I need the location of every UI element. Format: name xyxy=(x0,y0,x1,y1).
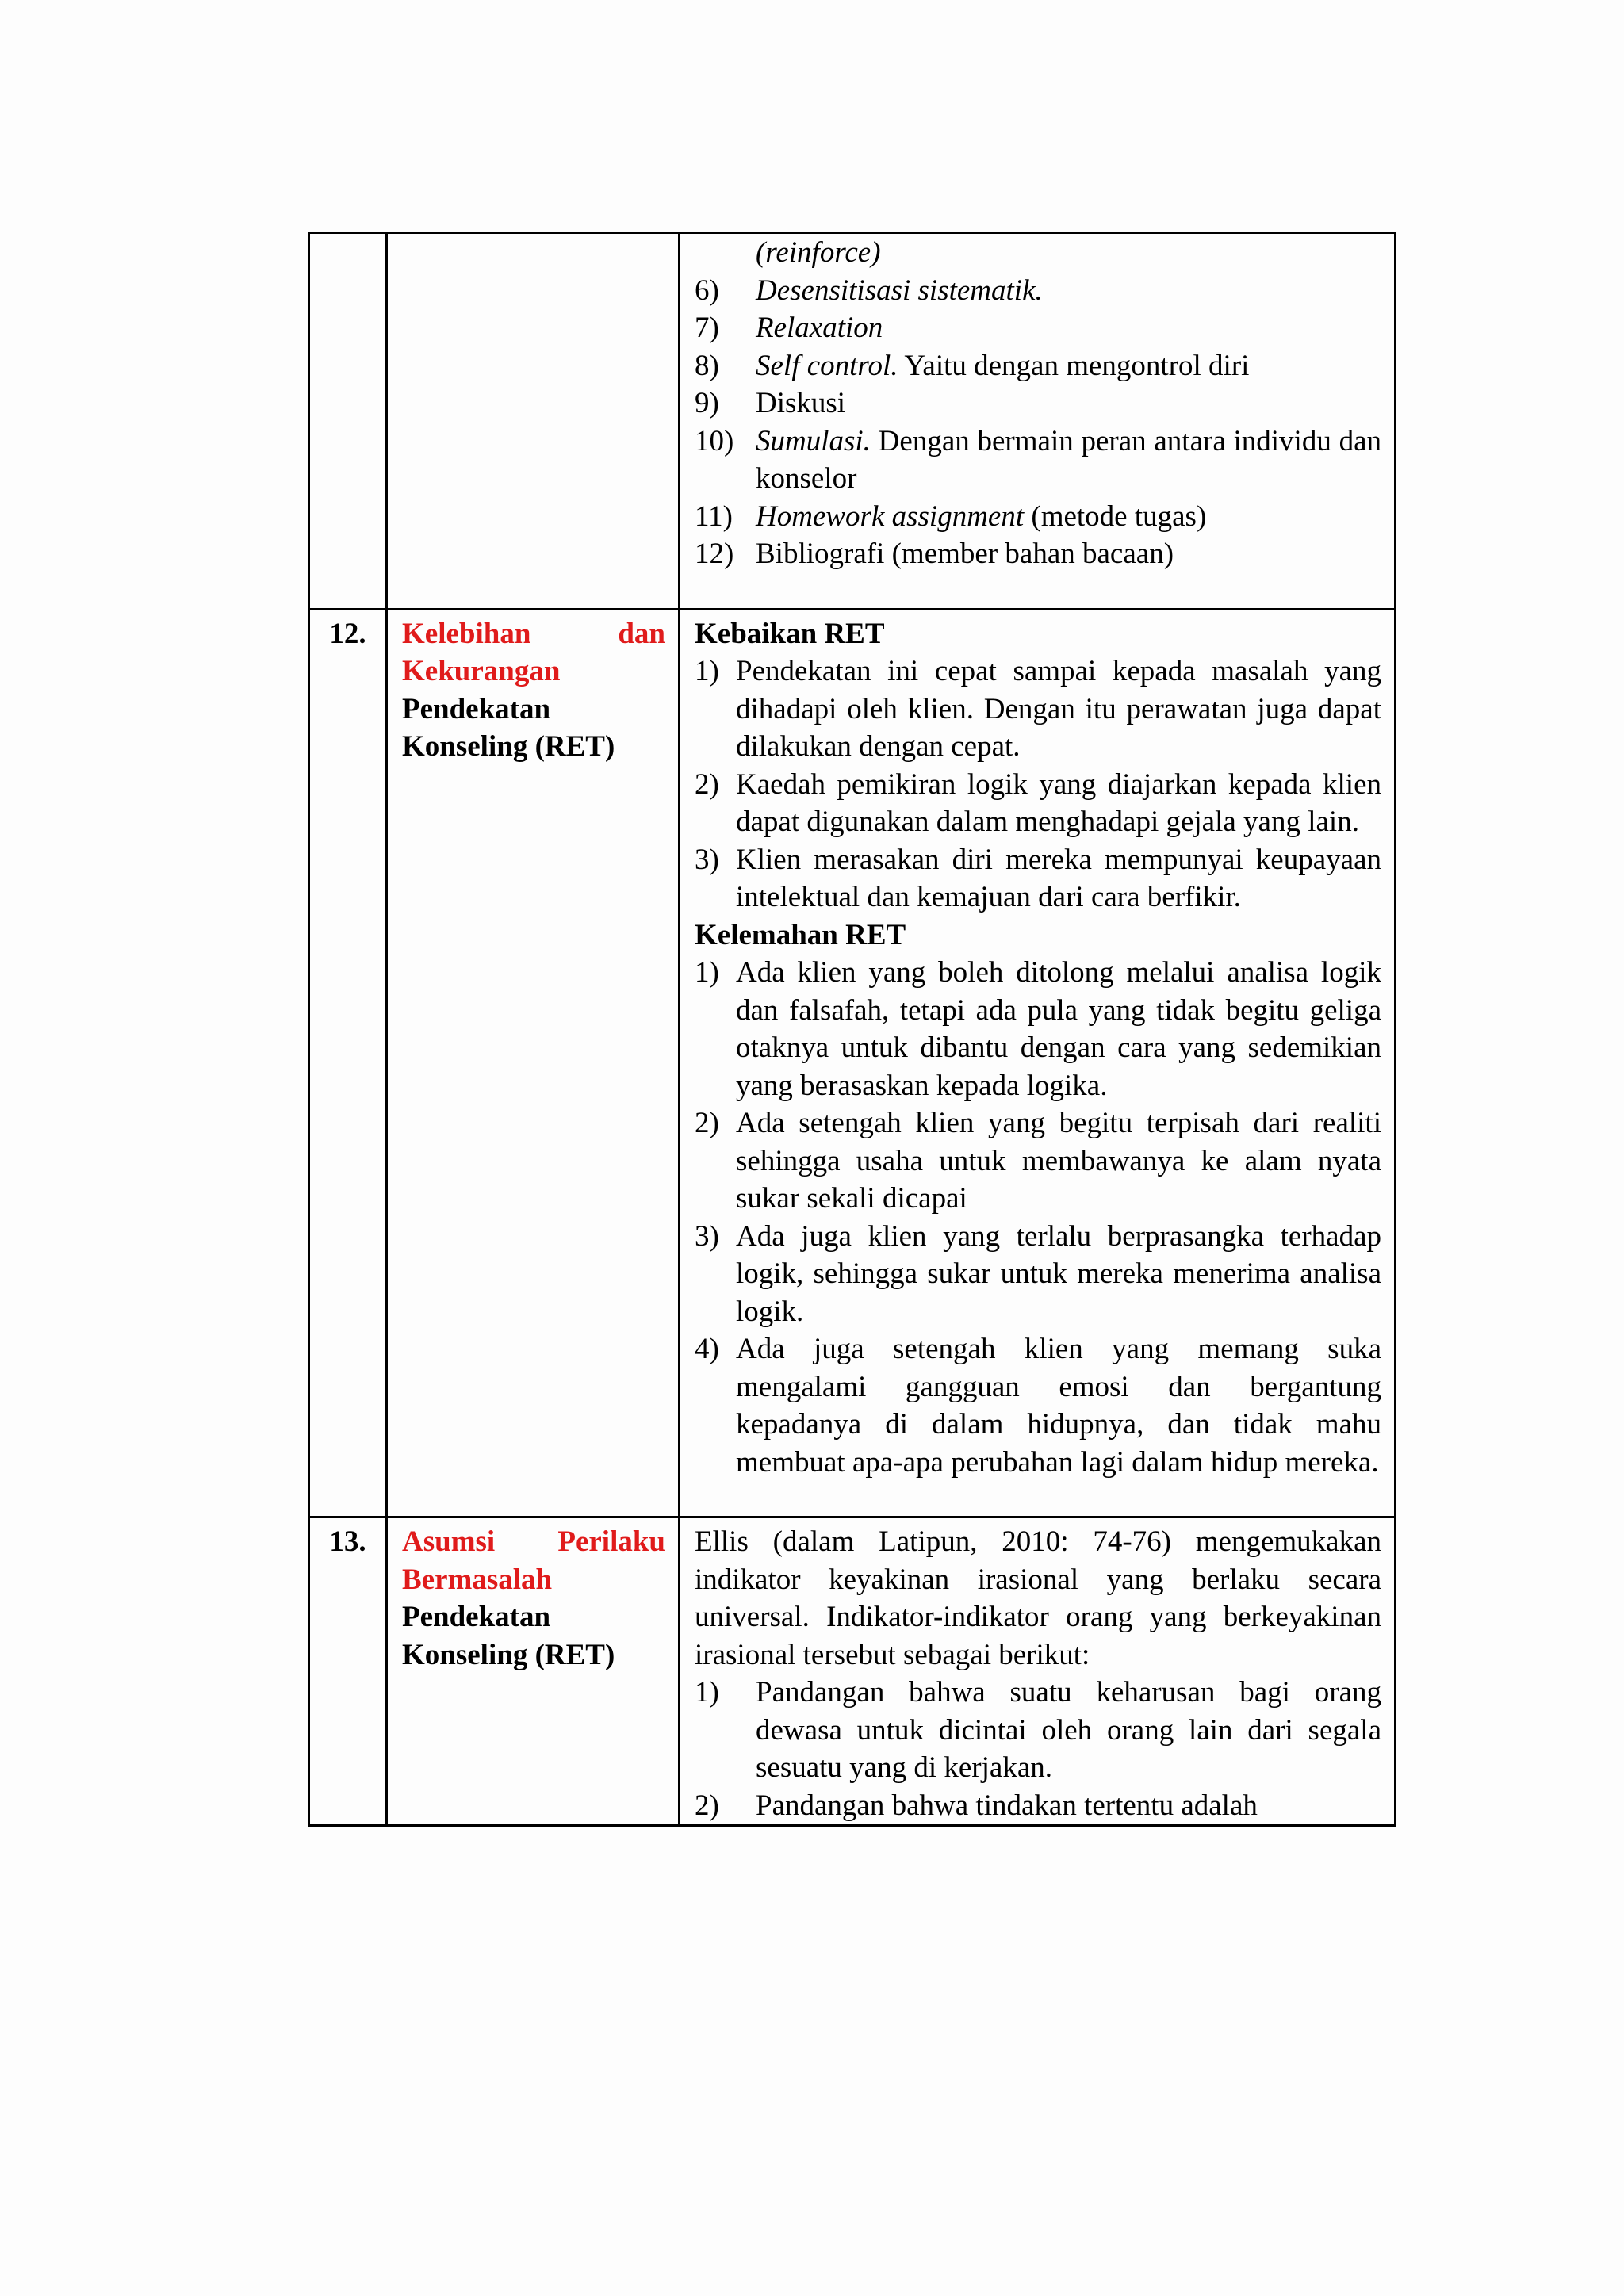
title-line-3: Pendekatan xyxy=(402,692,551,725)
list-number: 11) xyxy=(695,499,733,533)
list-text: Sumulasi. Dengan bermain peran antara individu dan konselor xyxy=(756,424,1381,495)
list-item xyxy=(695,1787,1381,1825)
list-item xyxy=(695,535,1381,573)
row-content xyxy=(680,609,1396,1517)
content-table xyxy=(308,232,1396,1827)
list-item xyxy=(695,309,1381,347)
list-number: 7) xyxy=(695,312,719,344)
list-text: Kaedah pemikiran logik yang diajarkan kepada klien dapat digunakan dalam menghadapi gejala yang lain. xyxy=(736,767,1381,838)
row-number: 12. xyxy=(309,609,387,1517)
list-number: 2) xyxy=(695,767,719,801)
intro-paragraph: Ellis (dalam Latipun, 2010: 74-76) mengemukakan indikator keyakinan irasional yang berlaku secara universal. Indikator-indikator orang yang berkeyakinan irasional tersebut sebagai berikut: xyxy=(695,1525,1381,1671)
kebaikan-list xyxy=(695,652,1381,916)
list-text: Ada setengah klien yang begitu terpisah dari realiti sehingga usaha untuk membawanya ke alam nyata sukar sekali dicapai xyxy=(736,1107,1381,1215)
list-text: Pandangan bahwa tindakan tertentu adalah xyxy=(756,1789,1258,1822)
list-item xyxy=(695,1674,1381,1787)
title-line-3: Pendekatan xyxy=(402,1601,551,1633)
table-row-continuation xyxy=(309,233,1396,610)
row-content-cell xyxy=(680,233,1396,610)
continued-text: (reinforce) xyxy=(756,236,881,269)
row-content xyxy=(680,1517,1396,1826)
list-number: 1) xyxy=(695,1676,719,1709)
kebaikan-heading: Kebaikan RET xyxy=(695,617,885,650)
list-number: 8) xyxy=(695,349,719,382)
list-text: Ada klien yang boleh ditolong melalui analisa logik dan falsafah, tetapi ada pula yang tidak begitu geliga otaknya untuk dibantu dengan cara yang sedemikian yang berasaskan kepada logika. xyxy=(736,956,1381,1102)
kelemahan-heading: Kelemahan RET xyxy=(695,918,906,951)
technique-list xyxy=(695,272,1381,573)
irrational-belief-list xyxy=(695,1674,1381,1824)
row-number: 13. xyxy=(309,1517,387,1826)
list-item xyxy=(695,954,1381,1104)
list-number: 3) xyxy=(695,1219,719,1253)
list-item xyxy=(695,423,1381,498)
table-row-13 xyxy=(309,1517,1396,1826)
list-text: Klien merasakan diri mereka mempunyai keupayaan intelektual dan kemajuan dari cara berfikir. xyxy=(736,843,1381,913)
list-item xyxy=(695,652,1381,766)
list-number: 12) xyxy=(695,538,734,570)
list-item xyxy=(695,385,1381,423)
list-text: Ada juga klien yang terlalu berprasangka terhadap logik, sehingga sukar untuk mereka menerima analisa logik. xyxy=(736,1219,1381,1328)
list-text: Pendekatan ini cepat sampai kepada masalah yang dihadapi oleh klien. Dengan itu perawatan juga dapat dilakukan dengan cepat. xyxy=(736,655,1381,763)
list-item xyxy=(695,272,1381,310)
list-text: Self control. Yaitu dengan mengontrol diri xyxy=(756,349,1250,382)
list-text: Diskusi xyxy=(756,387,846,419)
list-text: Desensitisasi sistematik. xyxy=(756,274,1043,307)
list-text: Pandangan bahwa suatu keharusan bagi orang dewasa untuk dicintai oleh orang lain dari segala sesuatu yang di kerjakan. xyxy=(756,1676,1381,1784)
list-number: 2) xyxy=(695,1107,719,1139)
list-text: Homework assignment (metode tugas) xyxy=(756,499,1207,533)
list-number: 1) xyxy=(695,655,719,687)
table-row-12 xyxy=(309,609,1396,1517)
list-number: 10) xyxy=(695,424,734,457)
list-item xyxy=(695,841,1381,916)
row-number-cell xyxy=(309,233,387,610)
list-text: Ada juga setengah klien yang memang suka mengalami gangguan emosi dan bergantung kepadanya di dalam hidupnya, dan tidak mahu membuat apa-apa perubahan lagi dalam hidup mereka. xyxy=(736,1333,1381,1479)
list-text: Bibliografi (member bahan bacaan) xyxy=(756,538,1174,570)
list-item xyxy=(695,766,1381,841)
title-red-line-2: Kekurangan xyxy=(402,655,561,687)
title-red-line-1: Kelebihan dan xyxy=(402,617,665,650)
title-line-4: Konseling (RET) xyxy=(402,1638,615,1671)
list-item xyxy=(695,498,1381,536)
title-red-line-1: Asumsi Perilaku xyxy=(402,1525,665,1558)
row-title xyxy=(387,609,680,1517)
list-number: 2) xyxy=(695,1789,719,1822)
list-text: Relaxation xyxy=(756,312,883,344)
list-number: 1) xyxy=(695,956,719,989)
list-number: 6) xyxy=(695,274,719,307)
row-title xyxy=(387,1517,680,1826)
list-item xyxy=(695,347,1381,385)
kelemahan-list xyxy=(695,954,1381,1481)
list-item xyxy=(695,1104,1381,1218)
list-item xyxy=(695,1218,1381,1331)
title-red-line-2: Bermasalah xyxy=(402,1563,553,1596)
list-number: 4) xyxy=(695,1333,719,1365)
row-title-cell xyxy=(387,233,680,610)
title-line-4: Konseling (RET) xyxy=(402,730,615,763)
list-number: 3) xyxy=(695,843,719,876)
list-item xyxy=(695,1330,1381,1481)
list-number: 9) xyxy=(695,387,719,419)
